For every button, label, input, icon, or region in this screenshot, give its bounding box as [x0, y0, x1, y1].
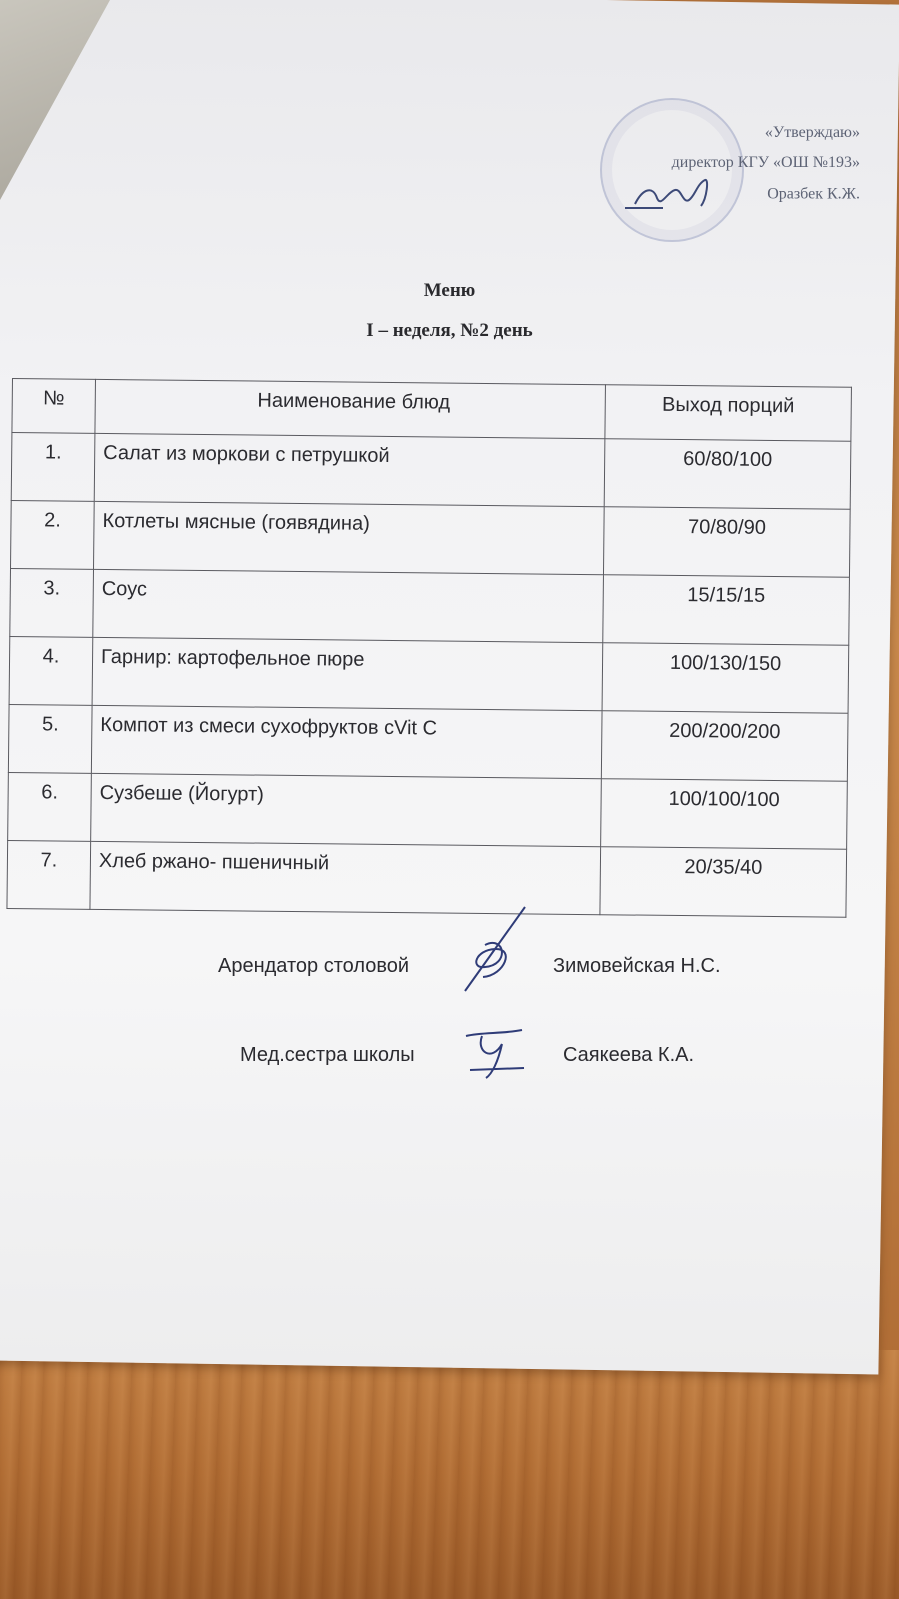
table-row: [11, 500, 851, 577]
row-name: Котлеты мясные (гоявядина): [94, 501, 605, 574]
table-row: [9, 636, 849, 713]
signature-role: Мед.сестра школы: [240, 1044, 415, 1066]
approval-line-2: директор КГУ «ОШ №193»: [671, 154, 860, 171]
director-name: Оразбек К.Ж.: [767, 185, 860, 203]
approval-line-1: «Утверждаю»: [764, 124, 860, 141]
row-num: 4.: [9, 636, 93, 705]
row-num: 5.: [8, 704, 92, 773]
row-portion: 100/100/100: [601, 779, 848, 850]
approval-line-3: [560, 178, 860, 208]
row-num: 1.: [11, 433, 95, 502]
row-name: Хлеб ржано- пшеничный: [90, 841, 601, 914]
row-portion: 15/15/15: [603, 575, 850, 646]
row-portion: 100/130/150: [602, 643, 849, 714]
table-row: [10, 568, 850, 645]
row-num: 3.: [10, 568, 94, 637]
table-row: [11, 433, 851, 510]
header-num: №: [12, 379, 96, 434]
page-subtitle: I – неделя, №2 день: [366, 320, 533, 341]
signature-name: Саякеева К.А.: [563, 1044, 695, 1066]
nurse-signature: [462, 1022, 532, 1082]
wooden-table-surface: [0, 1350, 899, 1599]
canteen-signature: [455, 905, 535, 995]
row-name: Гарнир: картофельное пюре: [92, 637, 603, 710]
row-portion: 70/80/90: [603, 507, 850, 578]
row-portion: 200/200/200: [601, 711, 848, 782]
director-signature: [623, 178, 743, 212]
row-num: 2.: [11, 500, 95, 569]
row-name: Соус: [93, 569, 604, 642]
table-row: [7, 840, 847, 917]
header-portion: Выход порций: [605, 385, 852, 442]
header-name: Наименование блюд: [95, 379, 606, 438]
row-name: Сузбеше (Йогурт): [91, 773, 602, 846]
row-name: Салат из моркови с петрушкой: [94, 433, 605, 506]
table-row: [8, 772, 848, 849]
table-header-row: [12, 379, 852, 442]
row-portion: 20/35/40: [600, 847, 847, 918]
signature-role: Арендатор столовой: [218, 955, 410, 977]
menu-table: [6, 378, 852, 918]
signature-name: Зимовейская Н.С.: [553, 955, 721, 977]
row-name: Компот из смеси сухофруктов сVit C: [91, 705, 602, 778]
row-portion: 60/80/100: [604, 439, 851, 510]
page-title: Меню: [423, 280, 476, 301]
approval-block: [560, 118, 860, 208]
row-num: 6.: [8, 772, 92, 841]
row-num: 7.: [7, 840, 91, 909]
table-row: [8, 704, 848, 781]
